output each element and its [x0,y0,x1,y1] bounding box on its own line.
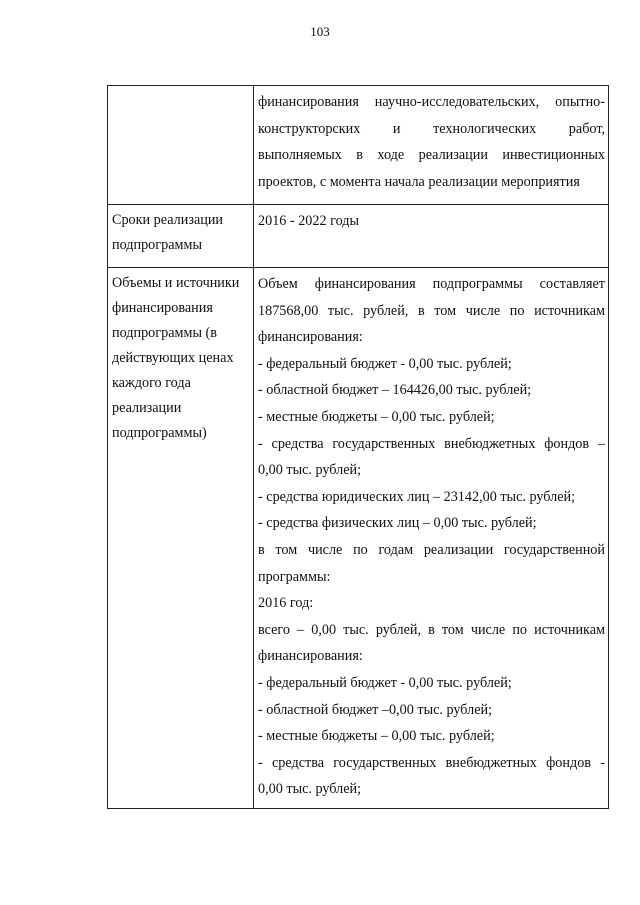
value-line: финансирования научно-исследовательских, опытно- [258,94,605,110]
value-line: - федеральный бюджет - 0,00 тыс. рублей; [258,355,512,372]
value-line: всего – 0,00 тыс. рублей, в том числе по источникам [258,621,605,638]
value-line: программы: [258,568,331,585]
value-line: - средства государственных внебюджетных фондов – [258,435,605,452]
table-row [108,268,609,809]
value-line: в том числе по годам реализации государственной [258,541,605,558]
table-row [108,86,609,205]
label-line: Объемы и источники [112,275,240,291]
table-row [108,205,609,268]
value-line: - областной бюджет –0,00 тыс. рублей; [258,701,493,718]
value-line: - средства государственных внебюджетных фондов - [258,754,605,771]
row-label-cell [108,86,254,205]
row-label-cell [108,268,254,809]
value-line: 2016 - 2022 годы [258,213,360,229]
value-line: выполняемых в ходе реализации инвестиционных [258,147,605,164]
label-line: действующих ценах [112,350,234,366]
value-line: - областной бюджет – 164426,00 тыс. рублей; [258,382,532,399]
row-label-cell [108,205,254,268]
value-line: 2016 год: [258,595,314,612]
page-number: 103 [310,24,330,39]
row-value-cell [254,268,609,809]
label-line: реализации [112,400,182,416]
label-line: Сроки реализации [112,212,224,228]
value-line: 0,00 тыс. рублей; [258,462,362,479]
label-line: подпрограммы [112,237,202,253]
row-value-cell [254,205,609,268]
row-value-cell [254,86,609,205]
value-line: - средства юридических лиц – 23142,00 тыс. рублей; [258,488,576,505]
value-line: финансирования: [258,329,363,346]
label-line: подпрограммы (в [112,325,217,341]
value-line: - средства физических лиц – 0,00 тыс. рублей; [258,515,537,532]
value-line: - местные бюджеты – 0,00 тыс. рублей; [258,728,495,745]
value-line: проектов, с момента начала реализации мероприятия [258,173,580,190]
value-line: Объем финансирования подпрограммы составляет [258,276,605,292]
value-line: 187568,00 тыс. рублей, в том числе по источникам [258,302,605,319]
label-line: подпрограммы) [112,425,207,441]
label-line: финансирования [112,300,213,316]
value-line: финансирования: [258,648,363,665]
value-line: - федеральный бюджет - 0,00 тыс. рублей; [258,674,512,691]
value-line: 0,00 тыс. рублей; [258,781,362,798]
value-line: конструкторских и технологических работ, [258,120,605,137]
value-line: - местные бюджеты – 0,00 тыс. рублей; [258,408,495,425]
subprogram-passport-table [107,85,609,809]
label-line: каждого года [112,375,191,391]
